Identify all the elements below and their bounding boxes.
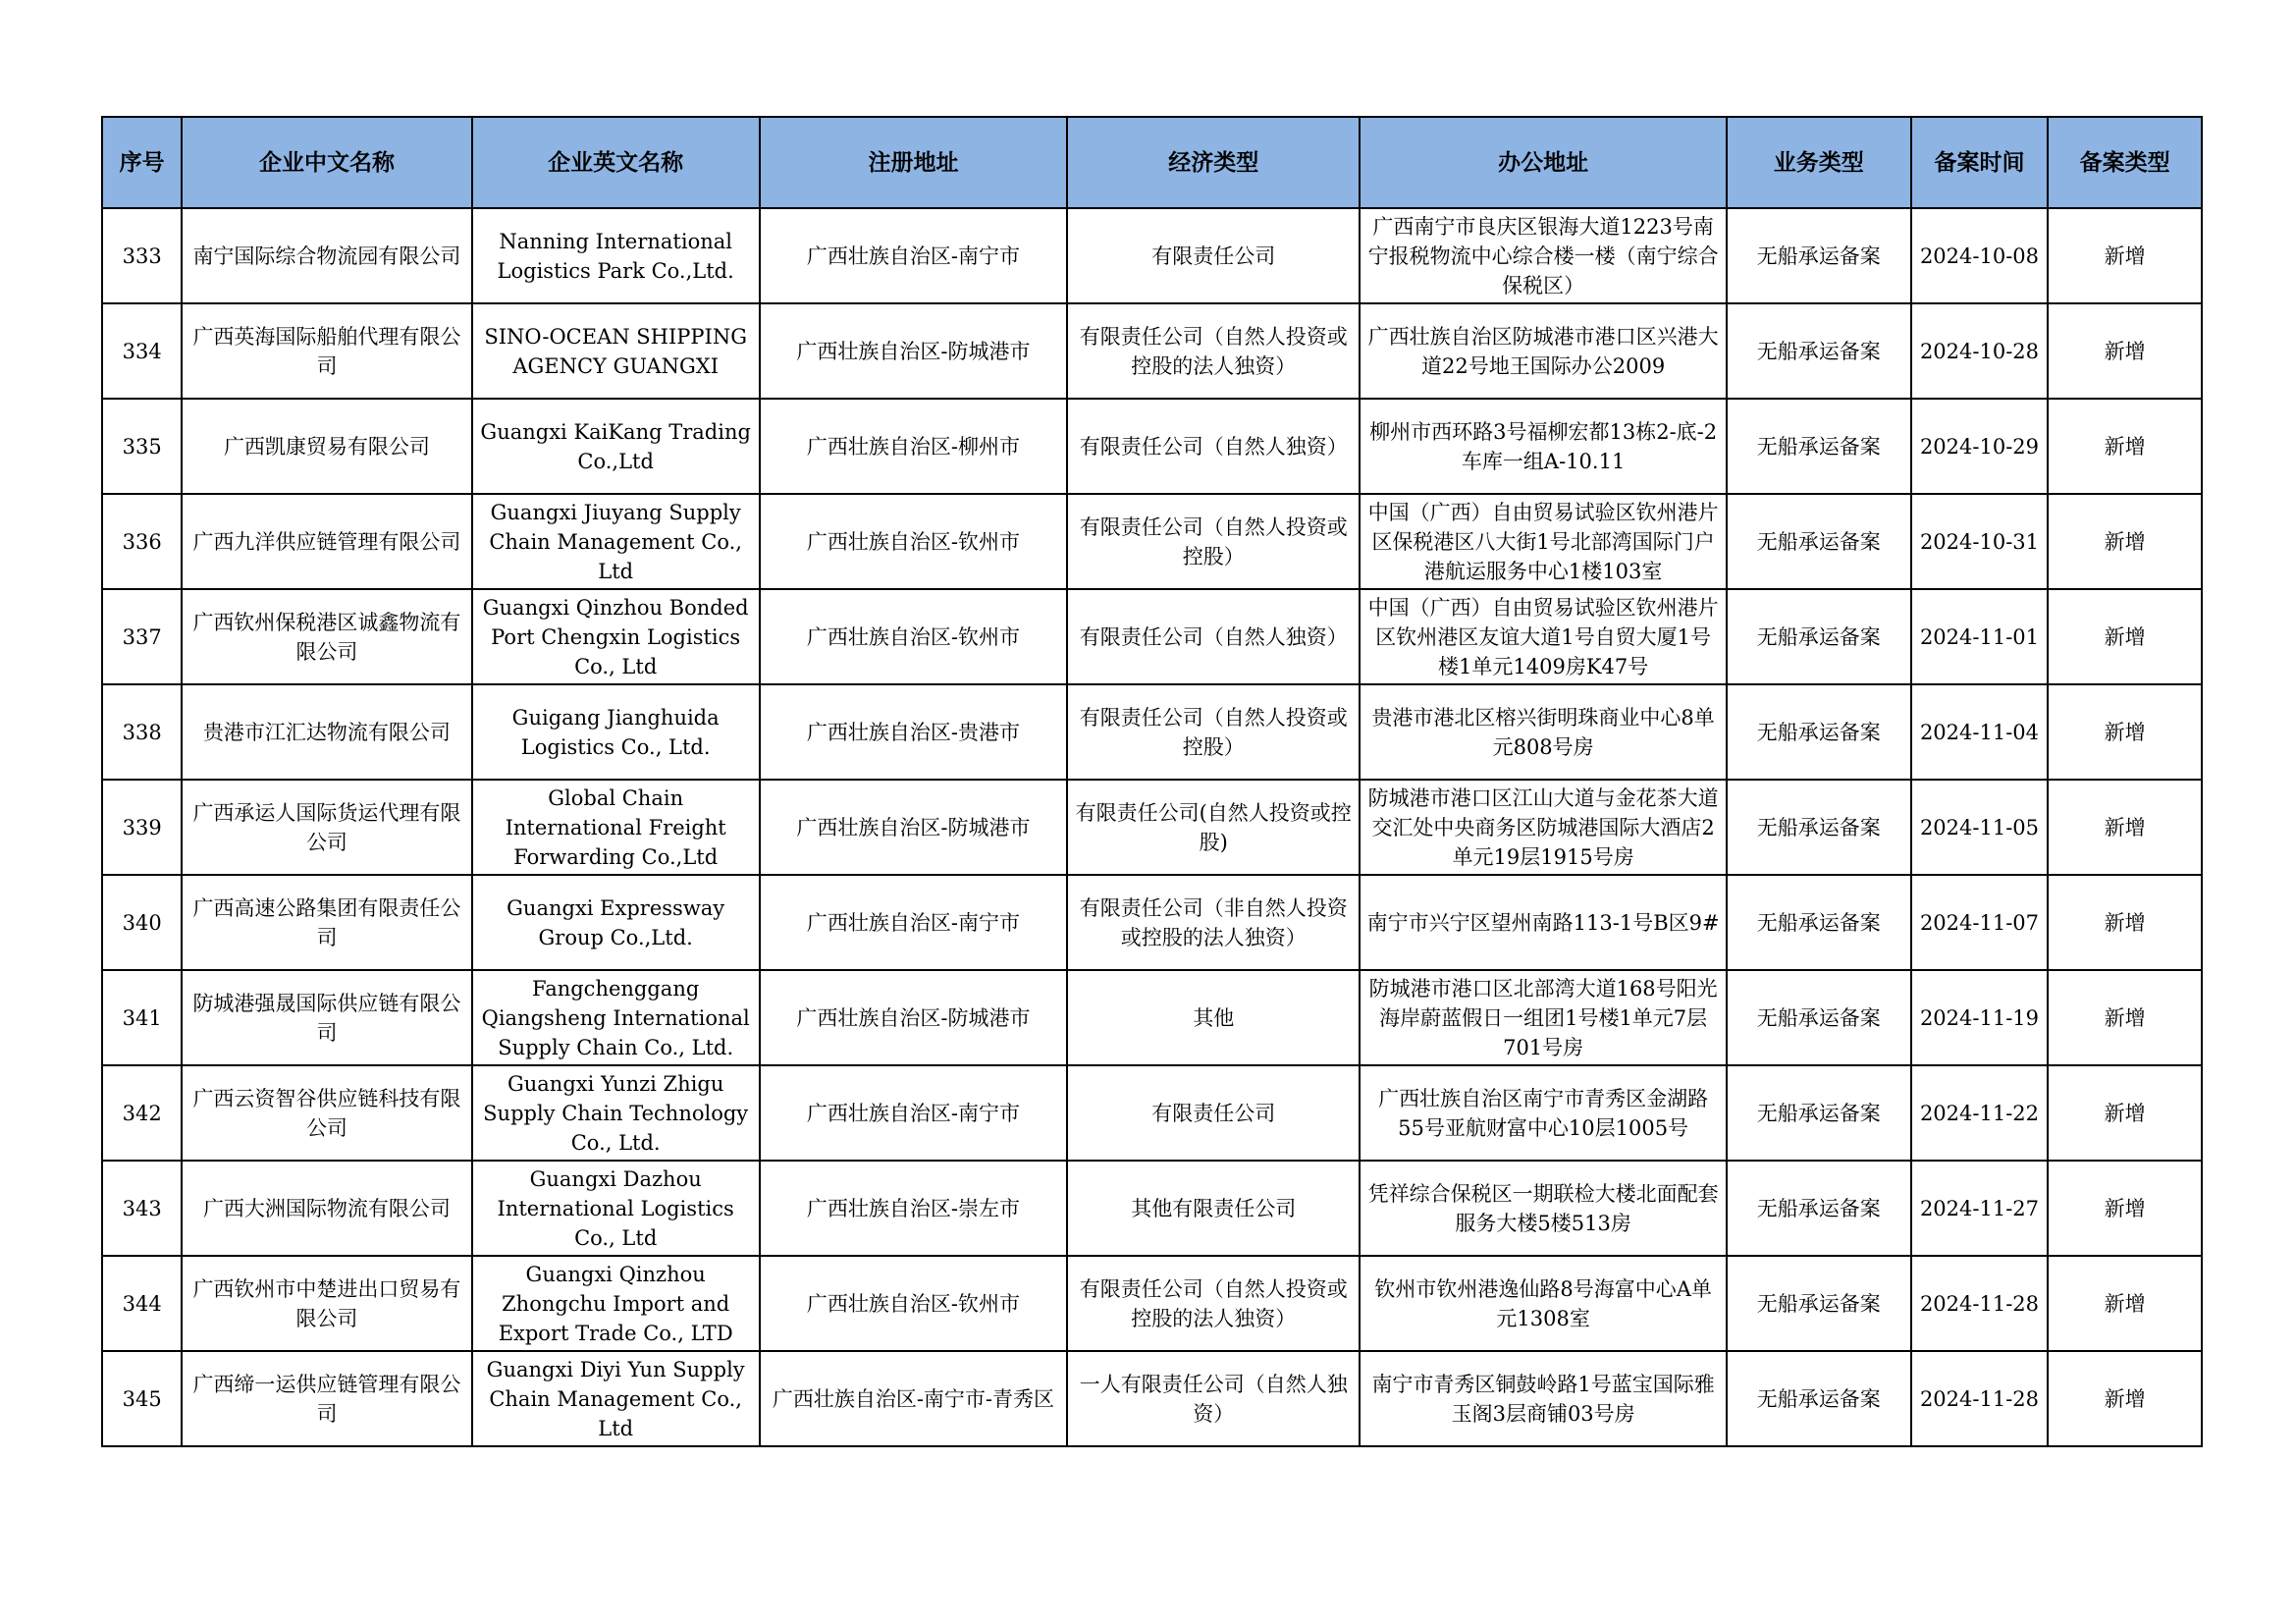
cell-reg-address: 广西壮族自治区-防城港市 <box>760 303 1067 399</box>
cell-cn-name: 贵港市江汇达物流有限公司 <box>182 684 471 780</box>
cell-eco-type: 有限责任公司（自然人投资或控股） <box>1067 494 1360 589</box>
table-row <box>102 1256 2202 1351</box>
cell-office-address: 中国（广西）自由贸易试验区钦州港片区钦州港区友谊大道1号自贸大厦1号楼1单元1409房K47号 <box>1360 589 1727 684</box>
cell-reg-address: 广西壮族自治区-钦州市 <box>760 494 1067 589</box>
header-reg-address: 注册地址 <box>760 117 1067 208</box>
cell-biz-type: 无船承运备案 <box>1727 1256 1911 1351</box>
cell-office-address: 南宁市青秀区铜鼓岭路1号蓝宝国际雅玉阁3层商铺03号房 <box>1360 1351 1727 1446</box>
cell-no: 333 <box>102 208 182 303</box>
cell-en-name: Nanning International Logistics Park Co.,Ltd. <box>472 208 760 303</box>
table-row <box>102 399 2202 494</box>
cell-eco-type: 有限责任公司（自然人独资） <box>1067 399 1360 494</box>
cell-record-date: 2024-11-22 <box>1911 1065 2049 1161</box>
table-row <box>102 589 2202 684</box>
cell-eco-type: 有限责任公司（自然人投资或控股的法人独资） <box>1067 1256 1360 1351</box>
table-row <box>102 1351 2202 1446</box>
cell-record-date: 2024-11-01 <box>1911 589 2049 684</box>
cell-office-address: 中国（广西）自由贸易试验区钦州港片区保税港区八大街1号北部湾国际门户港航运服务中心1楼103室 <box>1360 494 1727 589</box>
cell-office-address: 广西南宁市良庆区银海大道1223号南宁报税物流中心综合楼一楼（南宁综合保税区） <box>1360 208 1727 303</box>
table-header-row <box>102 117 2202 208</box>
cell-record-date: 2024-11-27 <box>1911 1161 2049 1256</box>
cell-no: 345 <box>102 1351 182 1446</box>
cell-record-date: 2024-11-28 <box>1911 1351 2049 1446</box>
cell-record-type: 新增 <box>2048 589 2202 684</box>
cell-cn-name: 广西大洲国际物流有限公司 <box>182 1161 471 1256</box>
table-row <box>102 875 2202 970</box>
cell-record-type: 新增 <box>2048 303 2202 399</box>
cell-record-type: 新增 <box>2048 399 2202 494</box>
cell-record-type: 新增 <box>2048 1351 2202 1446</box>
cell-en-name: Guangxi Expressway Group Co.,Ltd. <box>472 875 760 970</box>
cell-record-type: 新增 <box>2048 1065 2202 1161</box>
cell-biz-type: 无船承运备案 <box>1727 780 1911 875</box>
cell-cn-name: 广西云资智谷供应链科技有限公司 <box>182 1065 471 1161</box>
cell-cn-name: 广西缔一运供应链管理有限公司 <box>182 1351 471 1446</box>
table-row <box>102 1065 2202 1161</box>
cell-record-date: 2024-10-31 <box>1911 494 2049 589</box>
cell-record-type: 新增 <box>2048 970 2202 1065</box>
cell-cn-name: 广西承运人国际货运代理有限公司 <box>182 780 471 875</box>
cell-reg-address: 广西壮族自治区-南宁市-青秀区 <box>760 1351 1067 1446</box>
cell-eco-type: 有限责任公司 <box>1067 208 1360 303</box>
cell-record-type: 新增 <box>2048 494 2202 589</box>
header-record-type: 备案类型 <box>2048 117 2202 208</box>
cell-office-address: 防城港市港口区江山大道与金花茶大道交汇处中央商务区防城港国际大酒店2单元19层1915号房 <box>1360 780 1727 875</box>
table-row <box>102 970 2202 1065</box>
cell-no: 342 <box>102 1065 182 1161</box>
cell-cn-name: 广西九洋供应链管理有限公司 <box>182 494 471 589</box>
cell-biz-type: 无船承运备案 <box>1727 303 1911 399</box>
cell-cn-name: 广西高速公路集团有限责任公司 <box>182 875 471 970</box>
cell-en-name: Global Chain International Freight Forwarding Co.,Ltd <box>472 780 760 875</box>
cell-reg-address: 广西壮族自治区-钦州市 <box>760 589 1067 684</box>
cell-en-name: Guangxi Qinzhou Zhongchu Import and Export Trade Co., LTD <box>472 1256 760 1351</box>
cell-biz-type: 无船承运备案 <box>1727 1161 1911 1256</box>
cell-no: 337 <box>102 589 182 684</box>
cell-reg-address: 广西壮族自治区-崇左市 <box>760 1161 1067 1256</box>
cell-record-type: 新增 <box>2048 1161 2202 1256</box>
cell-en-name: Guangxi Dazhou International Logistics Co., Ltd <box>472 1161 760 1256</box>
cell-office-address: 钦州市钦州港逸仙路8号海富中心A单元1308室 <box>1360 1256 1727 1351</box>
header-en-name: 企业英文名称 <box>472 117 760 208</box>
cell-en-name: Guangxi Qinzhou Bonded Port Chengxin Logistics Co., Ltd <box>472 589 760 684</box>
cell-office-address: 防城港市港口区北部湾大道168号阳光海岸蔚蓝假日一组团1号楼1单元7层701号房 <box>1360 970 1727 1065</box>
cell-reg-address: 广西壮族自治区-南宁市 <box>760 1065 1067 1161</box>
cell-biz-type: 无船承运备案 <box>1727 684 1911 780</box>
cell-office-address: 南宁市兴宁区望州南路113-1号B区9# <box>1360 875 1727 970</box>
cell-reg-address: 广西壮族自治区-柳州市 <box>760 399 1067 494</box>
cell-reg-address: 广西壮族自治区-南宁市 <box>760 208 1067 303</box>
header-cn-name: 企业中文名称 <box>182 117 471 208</box>
cell-en-name: Guigang Jianghuida Logistics Co., Ltd. <box>472 684 760 780</box>
cell-biz-type: 无船承运备案 <box>1727 1351 1911 1446</box>
cell-no: 339 <box>102 780 182 875</box>
cell-biz-type: 无船承运备案 <box>1727 208 1911 303</box>
cell-no: 338 <box>102 684 182 780</box>
cell-no: 344 <box>102 1256 182 1351</box>
cell-cn-name: 广西英海国际船舶代理有限公司 <box>182 303 471 399</box>
table-row <box>102 684 2202 780</box>
cell-no: 340 <box>102 875 182 970</box>
cell-reg-address: 广西壮族自治区-贵港市 <box>760 684 1067 780</box>
cell-reg-address: 广西壮族自治区-南宁市 <box>760 875 1067 970</box>
cell-record-date: 2024-11-05 <box>1911 780 2049 875</box>
cell-eco-type: 一人有限责任公司（自然人独资） <box>1067 1351 1360 1446</box>
cell-cn-name: 防城港强晟国际供应链有限公司 <box>182 970 471 1065</box>
cell-eco-type: 有限责任公司（自然人独资） <box>1067 589 1360 684</box>
cell-en-name: Guangxi KaiKang Trading Co.,Ltd <box>472 399 760 494</box>
table-row <box>102 303 2202 399</box>
table-row <box>102 494 2202 589</box>
cell-eco-type: 其他有限责任公司 <box>1067 1161 1360 1256</box>
cell-reg-address: 广西壮族自治区-防城港市 <box>760 970 1067 1065</box>
cell-record-date: 2024-10-28 <box>1911 303 2049 399</box>
header-no: 序号 <box>102 117 182 208</box>
cell-no: 335 <box>102 399 182 494</box>
cell-record-date: 2024-10-08 <box>1911 208 2049 303</box>
cell-record-date: 2024-11-28 <box>1911 1256 2049 1351</box>
cell-record-type: 新增 <box>2048 875 2202 970</box>
table-row <box>102 208 2202 303</box>
cell-record-date: 2024-11-07 <box>1911 875 2049 970</box>
cell-en-name: SINO-OCEAN SHIPPING AGENCY GUANGXI <box>472 303 760 399</box>
table-body <box>102 208 2202 1446</box>
cell-en-name: Fangchenggang Qiangsheng International Supply Chain Co., Ltd. <box>472 970 760 1065</box>
cell-en-name: Guangxi Diyi Yun Supply Chain Management Co., Ltd <box>472 1351 760 1446</box>
header-biz-type: 业务类型 <box>1727 117 1911 208</box>
cell-biz-type: 无船承运备案 <box>1727 875 1911 970</box>
cell-eco-type: 有限责任公司(自然人投资或控股) <box>1067 780 1360 875</box>
cell-no: 341 <box>102 970 182 1065</box>
cell-reg-address: 广西壮族自治区-防城港市 <box>760 780 1067 875</box>
cell-office-address: 贵港市港北区榕兴街明珠商业中心8单元808号房 <box>1360 684 1727 780</box>
cell-office-address: 凭祥综合保税区一期联检大楼北面配套服务大楼5楼513房 <box>1360 1161 1727 1256</box>
cell-cn-name: 广西凯康贸易有限公司 <box>182 399 471 494</box>
table-row <box>102 780 2202 875</box>
cell-office-address: 广西壮族自治区南宁市青秀区金湖路55号亚航财富中心10层1005号 <box>1360 1065 1727 1161</box>
cell-biz-type: 无船承运备案 <box>1727 1065 1911 1161</box>
cell-no: 336 <box>102 494 182 589</box>
cell-eco-type: 有限责任公司（非自然人投资或控股的法人独资） <box>1067 875 1360 970</box>
cell-no: 343 <box>102 1161 182 1256</box>
cell-biz-type: 无船承运备案 <box>1727 399 1911 494</box>
cell-cn-name: 南宁国际综合物流园有限公司 <box>182 208 471 303</box>
header-office-address: 办公地址 <box>1360 117 1727 208</box>
cell-no: 334 <box>102 303 182 399</box>
cell-record-type: 新增 <box>2048 684 2202 780</box>
cell-biz-type: 无船承运备案 <box>1727 494 1911 589</box>
cell-biz-type: 无船承运备案 <box>1727 589 1911 684</box>
cell-record-date: 2024-10-29 <box>1911 399 2049 494</box>
cell-biz-type: 无船承运备案 <box>1727 970 1911 1065</box>
cell-record-date: 2024-11-04 <box>1911 684 2049 780</box>
cell-eco-type: 其他 <box>1067 970 1360 1065</box>
cell-record-type: 新增 <box>2048 208 2202 303</box>
cell-eco-type: 有限责任公司（自然人投资或控股的法人独资） <box>1067 303 1360 399</box>
cell-record-type: 新增 <box>2048 780 2202 875</box>
cell-eco-type: 有限责任公司（自然人投资或控股） <box>1067 684 1360 780</box>
cell-record-date: 2024-11-19 <box>1911 970 2049 1065</box>
header-record-date: 备案时间 <box>1911 117 2049 208</box>
cell-cn-name: 广西钦州保税港区诚鑫物流有限公司 <box>182 589 471 684</box>
cell-en-name: Guangxi Yunzi Zhigu Supply Chain Technology Co., Ltd. <box>472 1065 760 1161</box>
cell-en-name: Guangxi Jiuyang Supply Chain Management Co., Ltd <box>472 494 760 589</box>
header-eco-type: 经济类型 <box>1067 117 1360 208</box>
cell-office-address: 广西壮族自治区防城港市港口区兴港大道22号地王国际办公2009 <box>1360 303 1727 399</box>
cell-cn-name: 广西钦州市中楚进出口贸易有限公司 <box>182 1256 471 1351</box>
table-row <box>102 1161 2202 1256</box>
record-table <box>101 116 2203 1447</box>
cell-record-type: 新增 <box>2048 1256 2202 1351</box>
cell-office-address: 柳州市西环路3号福柳宏都13栋2-底-2车库一组A-10.11 <box>1360 399 1727 494</box>
cell-eco-type: 有限责任公司 <box>1067 1065 1360 1161</box>
cell-reg-address: 广西壮族自治区-钦州市 <box>760 1256 1067 1351</box>
